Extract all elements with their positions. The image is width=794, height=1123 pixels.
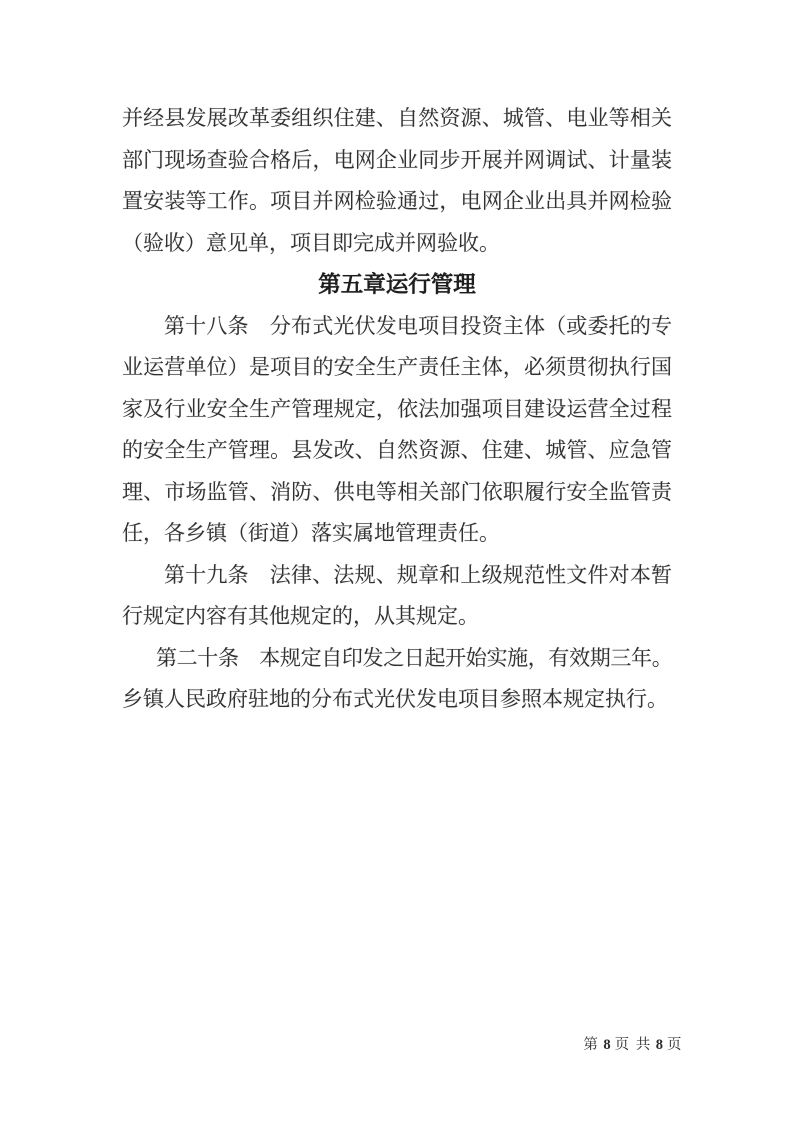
document-body bbox=[122, 98, 672, 721]
text-line: 业运营单位）是项目的安全生产责任主体，必须贯彻执行国 bbox=[122, 355, 672, 379]
article-19-paragraph bbox=[122, 555, 672, 638]
chapter-heading: 第五章运行管理 bbox=[318, 272, 476, 297]
text-line: 行规定内容有其他规定的，从其规定。 bbox=[122, 604, 479, 628]
text-line: 置安装等工作。项目并网检验通过，电网企业出具并网检验 bbox=[122, 189, 672, 213]
text-line: 第十八条 分布式光伏发电项目投资主体（或委托的专 bbox=[164, 313, 672, 338]
text-line: （验收）意见单，项目即完成并网验收。 bbox=[122, 230, 500, 255]
text-line: 第十九条 法律、法规、规章和上级规范性文件对本暂 bbox=[164, 562, 672, 587]
footer-current-page-number: 8 bbox=[603, 1037, 611, 1053]
footer-total-pages-number: 8 bbox=[655, 1037, 663, 1053]
text-line: 并经县发展改革委组织住建、自然资源、城管、电业等相关 bbox=[122, 106, 672, 130]
article-20-paragraph bbox=[122, 638, 672, 721]
text-line: 乡镇人民政府驻地的分布式光伏发电项目参照本规定执行。 bbox=[122, 687, 668, 711]
article-18-paragraph bbox=[122, 306, 672, 555]
paragraph-grid-acceptance bbox=[122, 98, 672, 264]
footer-label-of: 页 共 bbox=[614, 1037, 652, 1053]
text-line: 部门现场查验合格后，电网企业同步开展并网调试、计量装 bbox=[122, 147, 672, 172]
text-line: 理、市场监管、消防、供电等相关部门依职履行安全监管责 bbox=[122, 479, 672, 504]
page-footer bbox=[583, 1035, 683, 1055]
text-line: 家及行业安全生产管理规定，依法加强项目建设运营全过程 bbox=[122, 396, 672, 421]
text-line: 的安全生产管理。县发改、自然资源、住建、城管、应急管 bbox=[122, 438, 672, 462]
footer-label-pages: 页 bbox=[667, 1037, 683, 1053]
text-line: 第二十条 本规定自印发之日起开始实施，有效期三年。 bbox=[156, 645, 672, 670]
footer-label-page: 第 bbox=[583, 1037, 600, 1053]
text-line: 任，各乡镇（街道）落实属地管理责任。 bbox=[122, 521, 500, 545]
